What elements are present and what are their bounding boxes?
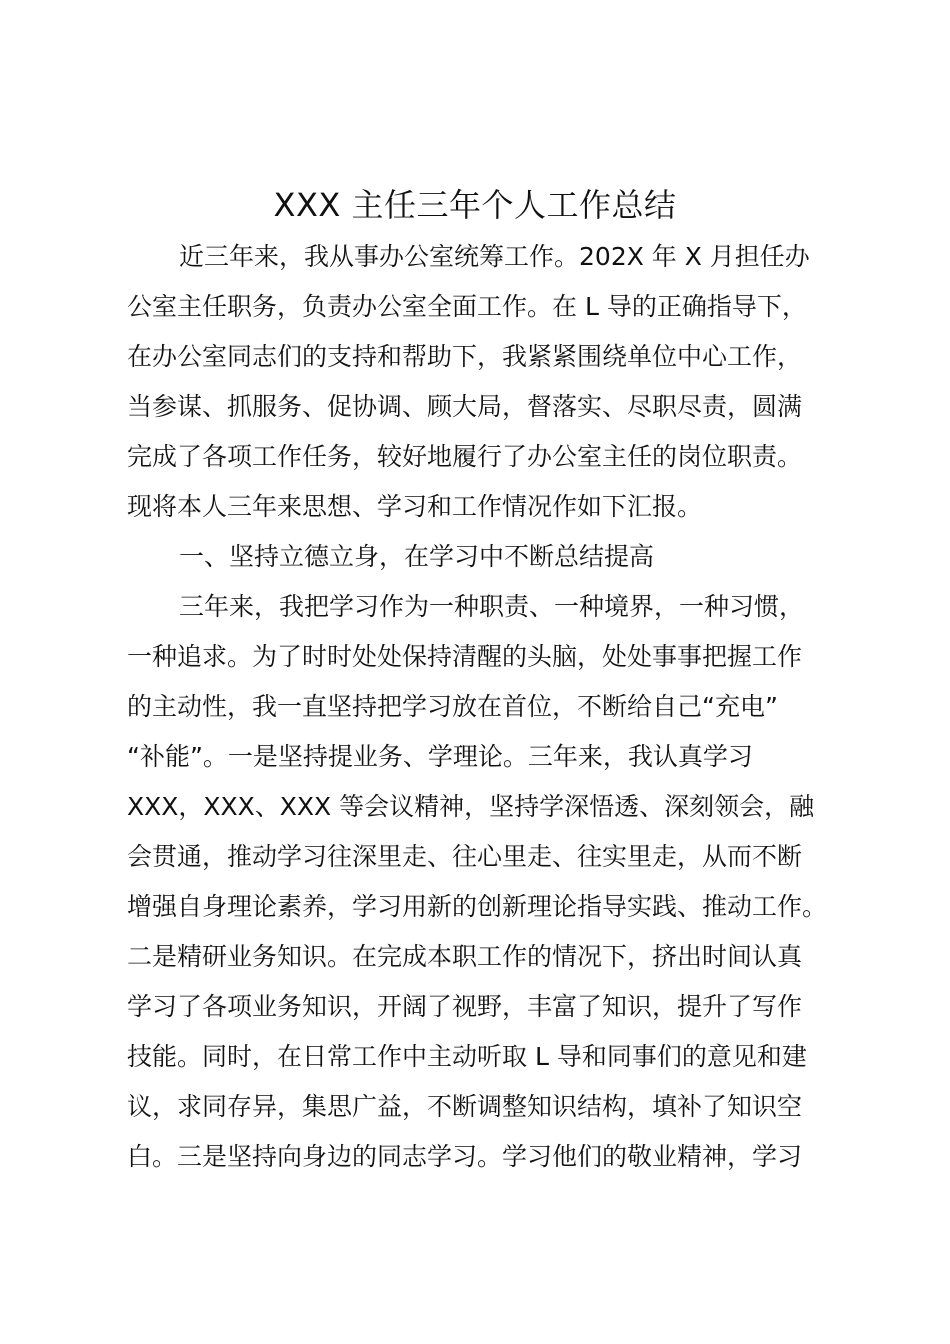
- paragraph-line: 学习了各项业务知识，开阔了视野，丰富了知识，提升了写作: [127, 992, 803, 1021]
- paragraph-line: 的主动性，我一直坚持把学习放在首位，不断给自己“充电”: [127, 692, 778, 721]
- paragraph-line: 白。三是坚持向身边的同志学习。学习他们的敬业精神，学习: [127, 1142, 803, 1171]
- paragraph-line: 增强自身理论素养，学习用新的创新理论指导实践、推动工作。: [127, 892, 828, 921]
- paragraph-line: 完成了各项工作任务，较好地履行了办公室主任的岗位职责。: [127, 442, 803, 471]
- paragraph-line: 二是精研业务知识。在完成本职工作的情况下，挤出时间认真: [127, 942, 803, 971]
- paragraph-line: 一种追求。为了时时处处保持清醒的头脑，处处事事把握工作: [127, 642, 803, 671]
- paragraph-line: 议，求同存异，集思广益，不断调整知识结构，填补了知识空: [127, 1092, 803, 1121]
- paragraph-line: 在办公室同志们的支持和帮助下，我紧紧围绕单位中心工作，: [127, 342, 803, 371]
- paragraph-line: 近三年来，我从事办公室统筹工作。202X 年 X 月担任办: [179, 242, 810, 271]
- paragraph-line: 技能。同时，在日常工作中主动听取 L 导和同事们的意见和建: [127, 1042, 807, 1071]
- paragraph-line: 公室主任职务，负责办公室全面工作。在 L 导的正确指导下，: [127, 292, 807, 321]
- paragraph-line: “补能”。一是坚持提业务、学理论。三年来，我认真学习: [127, 742, 753, 771]
- paragraph-line: 会贯通，推动学习往深里走、往心里走、往实里走，从而不断: [127, 842, 803, 871]
- paragraph-line: 三年来，我把学习作为一种职责、一种境界，一种习惯，: [179, 592, 805, 621]
- document-body: [127, 232, 835, 1182]
- paragraph-line: 现将本人三年来思想、学习和工作情况作如下汇报。: [127, 492, 703, 521]
- section-heading: 一、坚持立德立身，在学习中不断总结提高: [179, 542, 655, 571]
- paragraph-line: 当参谋、抓服务、促协调、顾大局，督落实、尽职尽责，圆满: [127, 392, 803, 421]
- document-title: XXX 主任三年个人工作总结: [273, 186, 677, 224]
- paragraph-line: XXX，XXX、XXX 等会议精神，坚持学深悟透、深刻领会，融: [127, 792, 815, 821]
